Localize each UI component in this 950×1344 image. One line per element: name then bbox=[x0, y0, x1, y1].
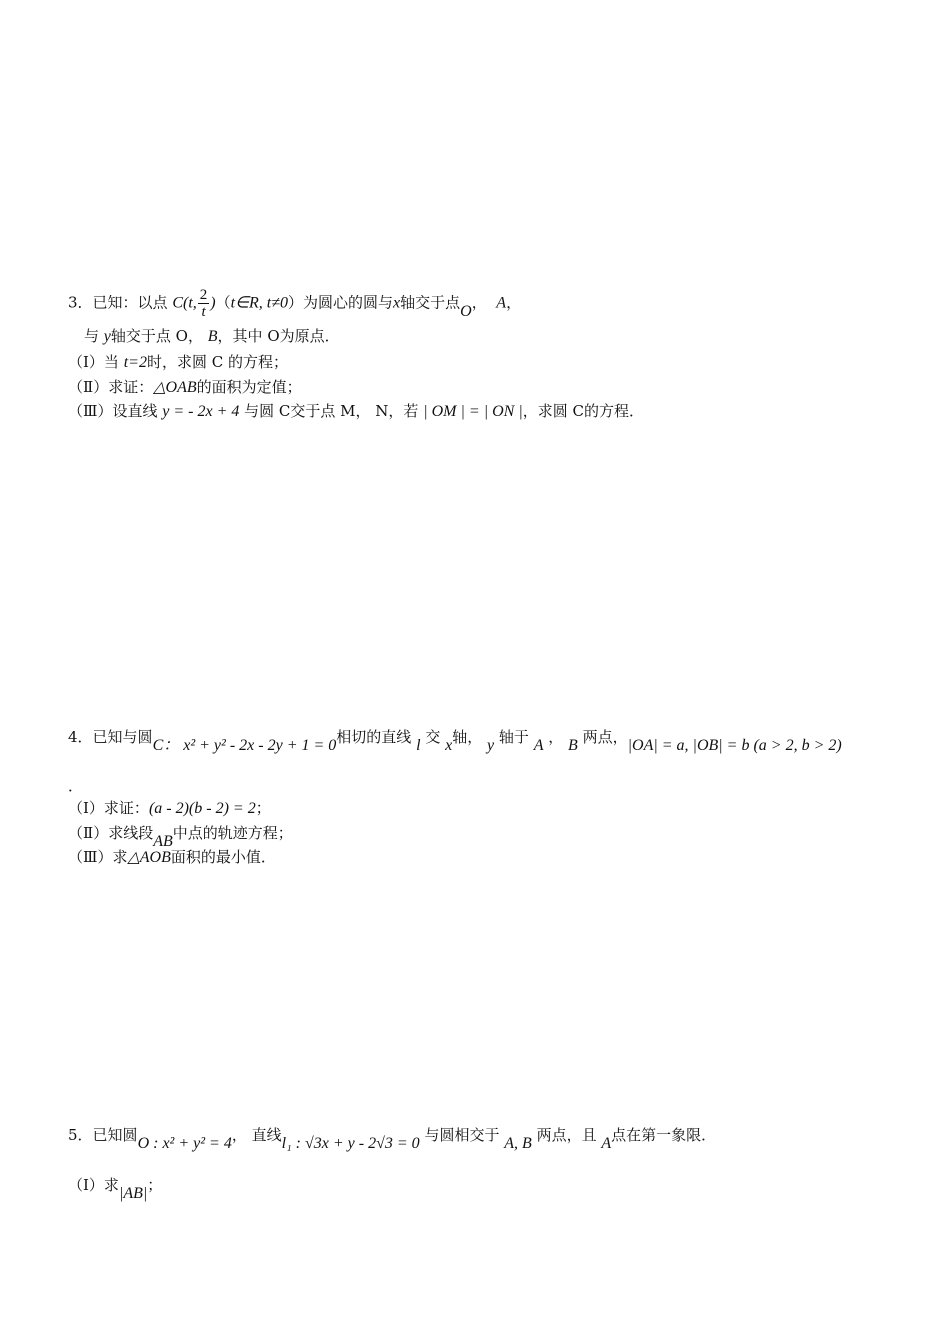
q4-axis1: 轴， bbox=[452, 728, 483, 746]
q4-axis2: 轴于 bbox=[498, 728, 529, 746]
q4-two-points: 两点， bbox=[582, 728, 628, 746]
q3-part3-label: （Ⅲ）设直线 bbox=[68, 402, 158, 420]
q3-part2 bbox=[68, 377, 302, 398]
q3-cond-close: ）为圆心的圆与 bbox=[288, 293, 394, 312]
q4-part1-label: （Ⅰ）求证： bbox=[68, 799, 149, 817]
q4-part1-end: ； bbox=[255, 799, 271, 817]
q3-point-a: A bbox=[496, 294, 507, 312]
q3-part3-line: y = - 2x + 4 bbox=[162, 403, 240, 420]
q4-part2-text: 中点的轨迹方程； bbox=[172, 824, 293, 842]
q4-part3-label: （Ⅲ）求 bbox=[68, 848, 128, 866]
q5-mid: 与圆相交于 bbox=[424, 1126, 500, 1144]
q3-part3-condition: | OM | = | ON | bbox=[423, 403, 523, 420]
q3-part2-text: 的面积为定值； bbox=[196, 378, 302, 396]
q4-number: 4． bbox=[68, 728, 93, 746]
q3-line2 bbox=[84, 326, 340, 347]
q4-part1 bbox=[68, 798, 271, 819]
q4-y-var: y bbox=[487, 737, 495, 754]
q4-tangent: 相切的直线 bbox=[336, 728, 412, 746]
q5-line-eq: l₁ : √3x + y - 2√3 = 0 bbox=[281, 1135, 420, 1152]
q3-part2-label: （Ⅱ）求证： bbox=[68, 378, 154, 396]
q3-y-var: y bbox=[103, 328, 111, 345]
q3-part3-end: ，求圆 C的方程． bbox=[522, 402, 644, 420]
q3-part2-triangle: △OAB bbox=[153, 379, 197, 396]
q3-center-close: ) bbox=[210, 294, 216, 312]
q3-number: 3． bbox=[68, 293, 93, 312]
q5-points: A, B bbox=[504, 1135, 532, 1152]
q3-comma-1: ， bbox=[471, 293, 487, 312]
q3-axis-text: 轴交于点 bbox=[400, 293, 461, 312]
q4-part2-label: （Ⅱ）求线段 bbox=[68, 824, 154, 842]
q5-line-word: 直线 bbox=[251, 1126, 282, 1144]
q4-cross: 交 bbox=[425, 728, 441, 746]
q4-line1: 4．已知与圆C： x² + y² - 2x - 2y + 1 = 0相切的直线 l 交 x轴， y 轴于 A ， B 两点，|OA| = a, |OB| = b (a > 2, b > 2) bbox=[68, 728, 842, 754]
q5-point-a: A bbox=[601, 1135, 612, 1152]
q3-part1 bbox=[68, 352, 288, 373]
q5-intro: 已知圆 bbox=[92, 1126, 138, 1144]
q3-line1 bbox=[68, 287, 521, 320]
q5-part1-expr: |AB| bbox=[118, 1185, 148, 1202]
q3-part1-label: （Ⅰ）当 bbox=[68, 353, 119, 371]
q4-part3-triangle: △AOB bbox=[127, 849, 171, 866]
q3-part3 bbox=[68, 401, 644, 422]
q4-part3-text: 面积的最小值． bbox=[170, 848, 276, 866]
q3-frac-den: t bbox=[201, 304, 206, 320]
q3-point-b: B bbox=[207, 328, 218, 345]
q4-point-b: B bbox=[568, 737, 578, 754]
q5-part1 bbox=[68, 1175, 163, 1202]
q4-part3 bbox=[68, 847, 276, 868]
q4-x-var: x bbox=[445, 737, 453, 754]
q5-comma: ， bbox=[231, 1126, 247, 1144]
q4-part2 bbox=[68, 823, 293, 850]
q4-intro: 已知与圆 bbox=[92, 728, 153, 746]
q3-part1-t: t=2 bbox=[123, 354, 147, 371]
q3-point-o: O bbox=[460, 302, 472, 320]
q4-l-var: l bbox=[416, 737, 421, 754]
q3-part3-mid: 与圆 C交于点 M， N，若 bbox=[244, 402, 419, 420]
q3-line2-mid: 轴交于点 O， bbox=[110, 327, 203, 345]
q5-part1-end: ； bbox=[147, 1176, 163, 1194]
q5-line1 bbox=[68, 1125, 717, 1152]
q3-fraction bbox=[198, 287, 210, 320]
q4-point-a: A bbox=[533, 737, 544, 754]
q3-line2-pre: 与 bbox=[84, 327, 100, 345]
q3-center-label: C(t, bbox=[172, 294, 197, 312]
q3-x-var: x bbox=[393, 294, 401, 312]
q3-cond-open: （ bbox=[215, 293, 231, 312]
q4-condition: |OA| = a, |OB| = b (a > 2, b > 2) bbox=[627, 737, 842, 754]
q5-circle-eq: O : x² + y² = 4 bbox=[137, 1135, 232, 1152]
q3-frac-num: 2 bbox=[199, 287, 208, 303]
q3-line2-post: ，其中 O为原点． bbox=[217, 327, 340, 345]
q5-two-points: 两点，且 bbox=[536, 1126, 597, 1144]
q4-part2-ab: AB bbox=[153, 833, 173, 850]
q3-intro: 已知：以点 bbox=[92, 293, 168, 312]
q3-part1-text: 时，求圆 C 的方程； bbox=[146, 353, 288, 371]
q3-comma-2: ， bbox=[506, 293, 522, 312]
q5-number: 5． bbox=[68, 1126, 93, 1144]
q4-dot: ． bbox=[68, 777, 84, 795]
q3-cond: t∈R, t≠0 bbox=[230, 294, 289, 312]
q5-end: 点在第一象限． bbox=[611, 1126, 717, 1144]
q4-circle-eq: C： x² + y² - 2x - 2y + 1 = 0 bbox=[152, 737, 337, 754]
q4-part1-eq: (a - 2)(b - 2) = 2 bbox=[148, 800, 256, 817]
q5-part1-label: （Ⅰ）求 bbox=[68, 1176, 119, 1194]
